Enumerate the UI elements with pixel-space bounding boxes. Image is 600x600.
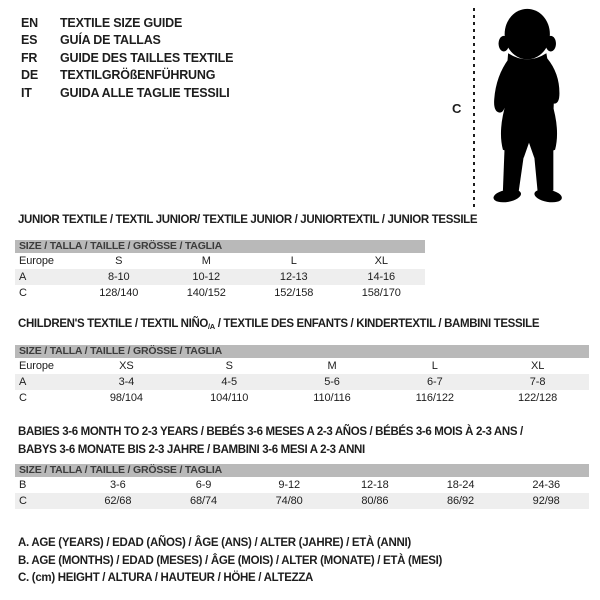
language-list: [21, 14, 233, 102]
language-code: IT: [21, 85, 32, 100]
table-row: [15, 493, 589, 509]
legend-line-c: C. (cm) HEIGHT / ALTURA / HAUTEUR / HÖHE / ALTEZZA: [18, 572, 314, 584]
section-title-junior: JUNIOR TEXTILE / TEXTIL JUNIOR/ TEXTILE JUNIOR / JUNIORTEXTIL / JUNIOR TESSILE: [18, 214, 478, 226]
section-title-babies-line2: BABYS 3-6 MONATE BIS 2-3 JAHRE / BAMBINI 3-6 MESI A 2-3 ANNI: [18, 443, 365, 456]
size-header-bar: SIZE / TALLA / TAILLE / GRÖSSE / TAGLIA: [15, 464, 589, 477]
language-row: [21, 14, 233, 32]
cell: 7-8: [529, 376, 546, 388]
cell: 80/86: [361, 495, 389, 507]
cell: 104/110: [210, 392, 249, 404]
row-label: Europe: [19, 255, 54, 267]
row-label: A: [19, 271, 27, 283]
language-title: GUÍA DE TALLAS: [60, 33, 161, 48]
table-row: [15, 374, 589, 390]
cell: XL: [374, 255, 388, 267]
height-measure-line: [473, 8, 475, 208]
title-subscript: /A: [208, 322, 215, 331]
table-row: [15, 253, 425, 269]
title-part2: / TEXTILE DES ENFANTS / KINDERTEXTIL / BAMBINI TESSILE: [214, 318, 540, 330]
title-part1: CHILDREN'S TEXTILE / TEXTIL NIÑO: [18, 318, 209, 330]
cell: 86/92: [447, 495, 475, 507]
cell: 110/116: [313, 392, 351, 404]
table-row: [15, 390, 589, 406]
language-row: [21, 84, 233, 102]
language-row: [21, 67, 233, 85]
cell: 158/170: [361, 287, 401, 299]
cell: 68/74: [189, 495, 218, 507]
table-row: [15, 358, 589, 374]
language-row: [21, 49, 233, 67]
language-row: [21, 32, 233, 50]
cell: 128/140: [99, 287, 139, 299]
height-measure-label: C: [452, 101, 462, 116]
cell: S: [225, 360, 233, 372]
cell: 74/80: [275, 495, 303, 507]
language-code: FR: [21, 50, 38, 65]
cell: 140/152: [186, 287, 226, 299]
legend: [18, 535, 442, 588]
cell: 14-16: [367, 271, 396, 283]
language-title: TEXTILGRÖßENFÜHRUNG: [60, 68, 216, 83]
cell: 122/128: [518, 392, 558, 404]
row-label: B: [19, 479, 27, 491]
cell: M: [327, 360, 337, 372]
section-title-babies-line1: BABIES 3-6 MONTH TO 2-3 YEARS / BEBÉS 3-6 MESES A 2-3 AÑOS / BÉBÉS 3-6 MOIS À 2-3 ANS /: [18, 426, 523, 438]
baby-silhouette-icon: [485, 8, 573, 208]
cell: 12-18: [361, 479, 389, 491]
cell: 6-7: [426, 376, 443, 388]
cell: 24-36: [532, 479, 561, 491]
cell: 62/68: [104, 495, 132, 507]
cell: M: [201, 255, 211, 267]
legend-line-a: A. AGE (YEARS) / EDAD (AÑOS) / ÂGE (ANS) / ALTER (JAHRE) / ETÀ (ANNI): [18, 537, 411, 549]
section-title-children: [18, 318, 539, 331]
cell: 9-12: [278, 479, 300, 491]
cell: L: [431, 360, 438, 372]
cell: 12-13: [279, 271, 308, 283]
language-code: DE: [21, 68, 38, 83]
cell: XL: [530, 360, 545, 372]
row-label: Europe: [19, 360, 54, 372]
table-row: [15, 477, 589, 493]
row-label: A: [19, 376, 27, 388]
language-title: GUIDA ALLE TAGLIE TESSILI: [60, 85, 230, 100]
table-row: [15, 285, 425, 301]
cell: 98/104: [109, 392, 143, 404]
section-title-babies: [18, 424, 523, 459]
cell: 116/122: [415, 392, 454, 404]
size-header-bar: SIZE / TALLA / TAILLE / GRÖSSE / TAGLIA: [15, 345, 589, 358]
cell: 3-4: [118, 376, 135, 388]
size-header-bar: SIZE / TALLA / TAILLE / GRÖSSE / TAGLIA: [15, 240, 425, 253]
cell: 18-24: [446, 479, 475, 491]
junior-size-table: [15, 240, 425, 301]
table-row: [15, 269, 425, 285]
cell: S: [115, 255, 123, 267]
language-title: TEXTILE SIZE GUIDE: [60, 15, 183, 30]
cell: 6-9: [195, 479, 212, 491]
cell: 4-5: [221, 376, 237, 388]
row-label: C: [19, 287, 27, 299]
language-title: GUIDE DES TAILLES TEXTILE: [60, 50, 234, 65]
row-label: C: [19, 495, 27, 507]
legend-line-b: B. AGE (MONTHS) / EDAD (MESES) / ÂGE (MOIS) / ALTER (MONATE) / ETÀ (MESI): [18, 554, 443, 567]
children-size-table: [15, 345, 589, 406]
cell: 3-6: [110, 479, 126, 491]
language-code: EN: [21, 15, 38, 30]
language-code: ES: [21, 33, 38, 48]
cell: 5-6: [324, 376, 340, 388]
cell: 92/98: [532, 495, 560, 507]
cell: L: [290, 255, 297, 267]
cell: 8-10: [107, 271, 130, 283]
cell: 152/158: [274, 287, 314, 299]
cell: XS: [119, 360, 134, 372]
babies-size-table: [15, 464, 589, 509]
cell: 10-12: [192, 271, 221, 283]
row-label: C: [19, 392, 27, 404]
